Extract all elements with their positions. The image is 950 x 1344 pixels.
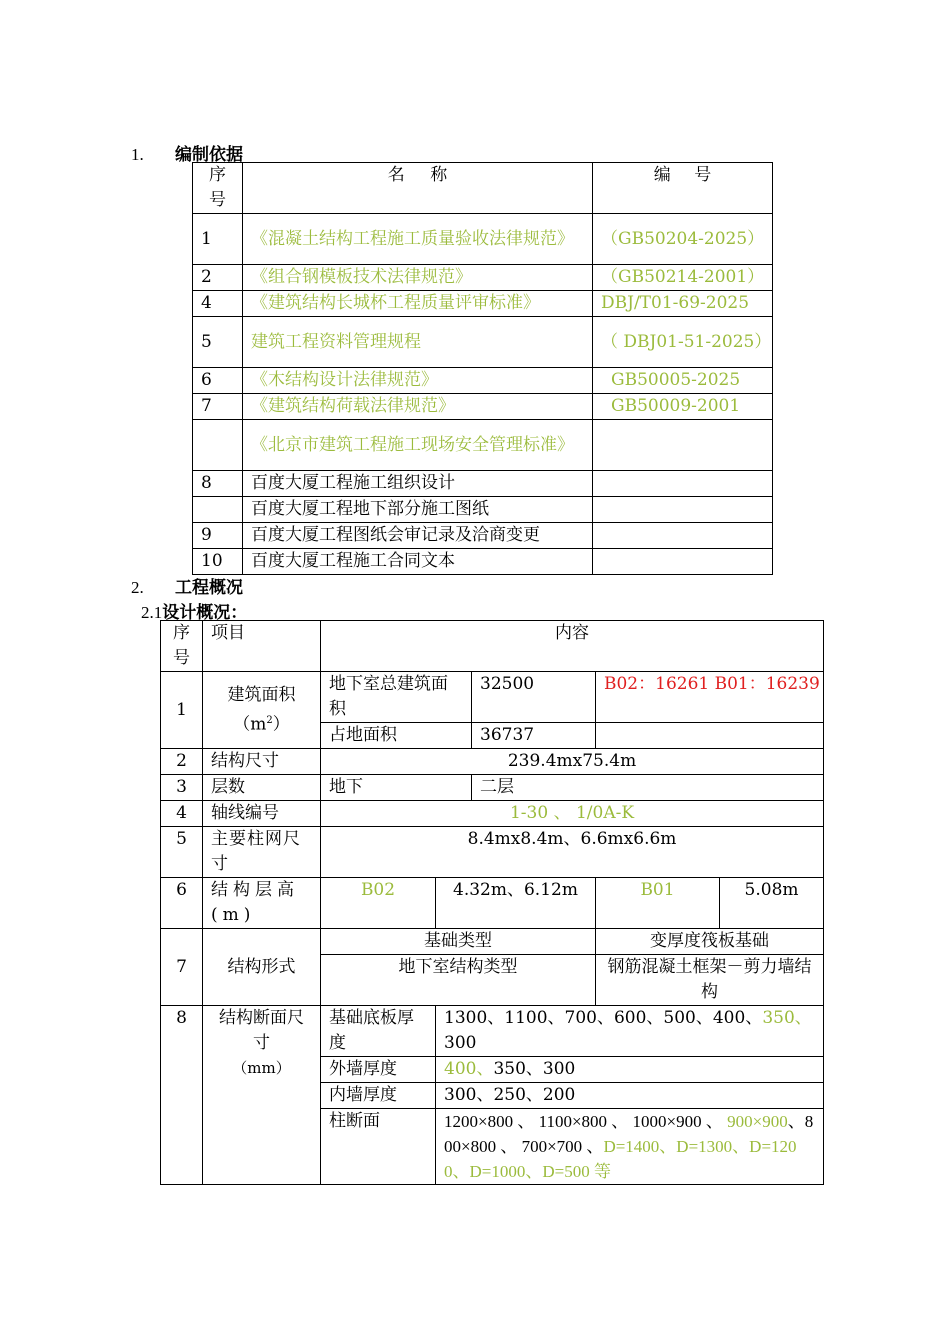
row-seq: 6 xyxy=(161,878,203,929)
row-seq: 10 xyxy=(193,549,243,575)
row-seq: 7 xyxy=(161,929,203,1006)
table-row xyxy=(161,672,824,723)
row-item: 结构层高(m) xyxy=(203,878,321,929)
table-row xyxy=(161,801,824,827)
foundation-type-value: 变厚度筏板基础 xyxy=(596,929,824,955)
row-item: 轴线编号 xyxy=(203,801,321,827)
row-name: 百度大厦工程施工组织设计 xyxy=(243,471,593,497)
section-number: 2.1 xyxy=(141,603,163,622)
slab-thickness-value: 1300、1100、700、600、500、400、350、300 xyxy=(436,1006,824,1057)
row-value: 8.4mx8.4m、6.6mx6.6m xyxy=(321,827,824,878)
section-number: 2. xyxy=(131,578,144,597)
header-code: 编 号 xyxy=(593,163,773,214)
row-name: 《组合钢模板技术法律规范》 xyxy=(243,265,593,291)
table-row xyxy=(193,549,773,575)
b01-value: 5.08m xyxy=(720,878,824,929)
row-item xyxy=(203,672,321,749)
basement-structure-value: 钢筋混凝土框架－剪力墙结构 xyxy=(596,955,824,1006)
row-seq: 2 xyxy=(193,265,243,291)
row-item: 结构尺寸 xyxy=(203,749,321,775)
inner-wall-value: 300、250、200 xyxy=(436,1083,824,1109)
table-row xyxy=(193,291,773,317)
row-name: 建筑工程资料管理规程 xyxy=(243,317,593,368)
row-seq: 6 xyxy=(193,368,243,394)
row-seq: 8 xyxy=(193,471,243,497)
row-item: 层数 xyxy=(203,775,321,801)
header-content: 内容 xyxy=(321,621,824,672)
row-seq: 3 xyxy=(161,775,203,801)
design-overview-table xyxy=(160,620,824,1185)
item-label: 建筑面积 xyxy=(227,684,296,705)
row-name: 《木结构设计法律规范》 xyxy=(243,368,593,394)
table-row xyxy=(193,497,773,523)
column-section-label: 柱断面 xyxy=(321,1109,436,1185)
item-label: 结构断面尺寸 xyxy=(219,1008,304,1053)
references-table xyxy=(192,162,773,575)
table-row xyxy=(161,775,824,801)
section-number: 1. xyxy=(131,145,144,164)
table-header xyxy=(193,163,773,214)
table-row xyxy=(161,827,824,878)
inner-wall-label: 内墙厚度 xyxy=(321,1083,436,1109)
item-unit: $(m^2)$ xyxy=(233,714,290,735)
b01-label: B01 xyxy=(596,878,720,929)
row-seq: 9 xyxy=(193,523,243,549)
table-row xyxy=(193,214,773,265)
basement-area-detail: B02：16261 B01：16239 xyxy=(596,672,824,723)
row-seq: 4 xyxy=(193,291,243,317)
row-name: 《建筑结构长城杯工程质量评审标准》 xyxy=(243,291,593,317)
row-code xyxy=(593,549,773,575)
b02-value: 4.32m、6.12m xyxy=(436,878,596,929)
b02-label: B02 xyxy=(321,878,436,929)
header-item: 项目 xyxy=(203,621,321,672)
row-value: 239.4mx75.4m xyxy=(321,749,824,775)
basement-area-label: 地下室总建筑面积 xyxy=(321,672,472,723)
table-row xyxy=(161,929,824,955)
section-title: 编制依据 xyxy=(175,145,243,165)
row-name: 《混凝土结构工程施工质量验收法律规范》 xyxy=(243,214,593,265)
row-code: DBJ/T01-69-2025 xyxy=(593,291,773,317)
outer-wall-value: 400、350、300 xyxy=(436,1057,824,1083)
row-code: GB50005-2025 xyxy=(593,368,773,394)
table-row xyxy=(193,394,773,420)
row-code: （GB50214-2001） xyxy=(593,265,773,291)
table-row xyxy=(161,1006,824,1057)
row-name: 百度大厦工程地下部分施工图纸 xyxy=(243,497,593,523)
table-row xyxy=(193,471,773,497)
row-seq xyxy=(193,420,243,471)
row-code: （GB50204-2025） xyxy=(593,214,773,265)
row-name: 《建筑结构荷载法律规范》 xyxy=(243,394,593,420)
row-code xyxy=(593,471,773,497)
footprint-label: 占地面积 xyxy=(321,723,472,749)
outer-wall-label: 外墙厚度 xyxy=(321,1057,436,1083)
foundation-type-label: 基础类型 xyxy=(321,929,596,955)
row-name: 《北京市建筑工程施工现场安全管理标准》 xyxy=(243,420,593,471)
item-unit: （mm） xyxy=(232,1059,291,1077)
table-row xyxy=(161,749,824,775)
column-section-value: 1200×800 、 1100×800 、 1000×900 、 900×900、800×800 、 700×700 、D=1400、D=1300、D=1200、D=1000、D=500 等 xyxy=(436,1109,824,1185)
row-name: 百度大厦工程施工合同文本 xyxy=(243,549,593,575)
section-title: 设计概况： xyxy=(162,603,248,623)
row-code xyxy=(593,497,773,523)
row-code xyxy=(593,523,773,549)
header-seq: 序号 xyxy=(193,163,243,214)
table-row xyxy=(193,368,773,394)
table-header xyxy=(161,621,824,672)
row-value: 1-30 、 1/0A-K xyxy=(321,801,824,827)
row-seq: 7 xyxy=(193,394,243,420)
row-seq xyxy=(193,497,243,523)
basement-structure-label: 地下室结构类型 xyxy=(321,955,596,1006)
row-seq: 1 xyxy=(161,672,203,749)
table-row xyxy=(193,317,773,368)
table-row xyxy=(193,420,773,471)
row-seq: 2 xyxy=(161,749,203,775)
row-seq: 1 xyxy=(193,214,243,265)
table-row xyxy=(161,878,824,929)
row-item xyxy=(203,1006,321,1185)
section-2-heading xyxy=(131,573,243,598)
table-row xyxy=(193,265,773,291)
table-row xyxy=(193,523,773,549)
row-value: 二层 xyxy=(472,775,824,801)
row-seq: 5 xyxy=(193,317,243,368)
row-name: 百度大厦工程图纸会审记录及洽商变更 xyxy=(243,523,593,549)
row-code xyxy=(593,420,773,471)
row-seq: 4 xyxy=(161,801,203,827)
row-item: 主要柱网尺寸 xyxy=(203,827,321,878)
basement-area-value: 32500 xyxy=(472,672,596,723)
footprint-extra xyxy=(596,723,824,749)
footprint-value: 36737 xyxy=(472,723,596,749)
header-seq: 序号 xyxy=(161,621,203,672)
row-code: GB50009-2001 xyxy=(593,394,773,420)
section-title: 工程概况 xyxy=(175,578,243,598)
row-seq: 5 xyxy=(161,827,203,878)
slab-thickness-label: 基础底板厚度 xyxy=(321,1006,436,1057)
row-item: 结构形式 xyxy=(203,929,321,1006)
row-seq: 8 xyxy=(161,1006,203,1185)
row-code: （ DBJ01-51-2025） xyxy=(593,317,773,368)
row-label: 地下 xyxy=(321,775,472,801)
header-name: 名 称 xyxy=(243,163,593,214)
